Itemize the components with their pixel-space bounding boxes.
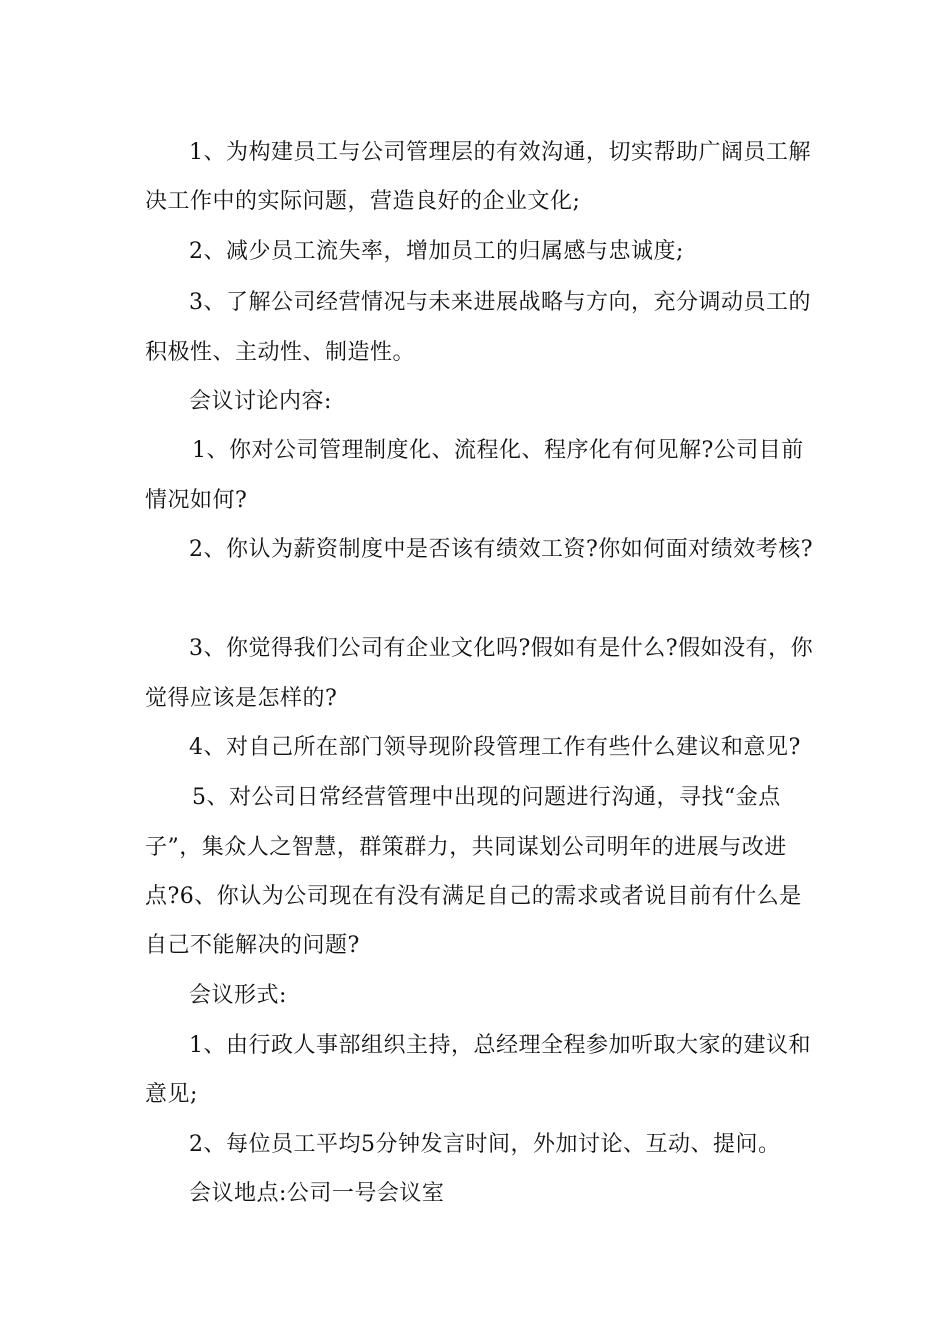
section-heading-discussion: 会议讨论内容: bbox=[189, 389, 332, 414]
paragraph-discussion-1-line-1: 1、你对公司管理制度化、流程化、程序化有何见解?公司目前 bbox=[192, 438, 804, 463]
paragraph-discussion-2: 2、你认为薪资制度中是否该有绩效工资?你如何面对绩效考核? bbox=[189, 537, 814, 562]
paragraph-purpose-3-line-1: 3、了解公司经营情况与未来进展战略与方向，充分调动员工的 bbox=[189, 290, 811, 315]
paragraph-discussion-5-line-1: 5、对公司日常经营管理中出现的问题进行沟通，寻找“金点 bbox=[192, 785, 781, 810]
paragraph-format-1-line-1: 1、由行政人事部组织主持，总经理全程参加听取大家的建议和 bbox=[189, 1033, 811, 1058]
paragraph-discussion-3-line-2: 觉得应该是怎样的? bbox=[145, 686, 338, 711]
paragraph-discussion-5-line-4: 自己不能解决的问题? bbox=[145, 933, 360, 958]
paragraph-discussion-3-line-1: 3、你觉得我们公司有企业文化吗?假如有是什么?假如没有，你 bbox=[189, 636, 814, 661]
paragraph-purpose-3-line-2: 积极性、主动性、制造性。 bbox=[145, 340, 416, 365]
section-heading-format: 会议形式: bbox=[189, 983, 287, 1008]
paragraph-discussion-5-line-3: 点?6、你认为公司现在有没有满足自己的需求或者说目前有什么是 bbox=[145, 884, 802, 909]
paragraph-purpose-2: 2、减少员工流失率，增加员工的归属感与忠诚度; bbox=[189, 239, 684, 264]
paragraph-purpose-1-line-1: 1、为构建员工与公司管理层的有效沟通，切实帮助广阔员工解 bbox=[189, 140, 811, 165]
paragraph-discussion-4: 4、对自己所在部门领导现阶段管理工作有些什么建议和意见? bbox=[189, 735, 801, 760]
paragraph-discussion-1-line-2: 情况如何? bbox=[145, 488, 248, 513]
paragraph-discussion-5-line-2: 子”，集众人之智慧，群策群力，共同谋划公司明年的进展与改进 bbox=[145, 835, 787, 860]
meeting-location: 会议地点:公司一号会议室 bbox=[189, 1181, 445, 1206]
paragraph-purpose-1-line-2: 决工作中的实际问题，营造良好的企业文化; bbox=[145, 189, 581, 214]
paragraph-format-1-line-2: 意见; bbox=[145, 1082, 198, 1107]
paragraph-format-2: 2、每位员工平均5分钟发言时间，外加讨论、互动、提问。 bbox=[189, 1132, 781, 1157]
